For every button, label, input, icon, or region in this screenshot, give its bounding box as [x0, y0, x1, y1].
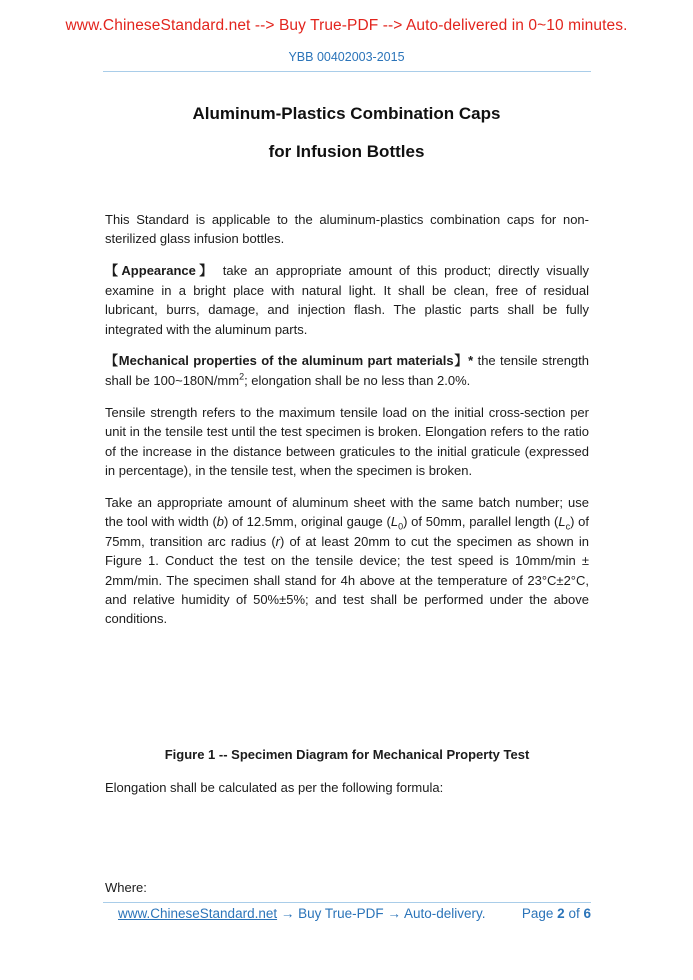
mechanical-properties-paragraph — [105, 351, 589, 390]
figure-1-image-area — [105, 612, 589, 740]
subscript-c: c — [565, 521, 571, 532]
specimen-text-4: ) of 75mm, transition arc radius ( — [105, 514, 589, 549]
specimen-text-5: ) of at least 20mm to cut the specimen as shown in Figure 1. Conduct the test on the tensile device; the test speed is 10mm/min ± 2mm/min. The specimen shall stand for 4h above at the temperature of 23°C±2°C, and relative humidity of 50%±5%; and test shall be performed under the above conditions. — [105, 533, 589, 627]
page-footer — [105, 906, 591, 921]
var-L: L — [390, 514, 399, 530]
document-title — [0, 103, 693, 163]
definitions-paragraph — [105, 403, 589, 481]
superscript-2: 2 — [239, 371, 245, 382]
figure-1-caption: Figure 1 -- Specimen Diagram for Mechanical Property Test — [164, 747, 530, 762]
mechanical-text-1: the tensile strength shall be 100~180N/mm — [105, 353, 589, 388]
mechanical-text-2: ; elongation shall be no less than 2.0%. — [244, 372, 471, 388]
specimen-text-2: ) of 12.5mm, original gauge ( — [224, 514, 391, 530]
document-body — [105, 210, 589, 641]
appearance-label: 【Appearance】 — [105, 263, 216, 279]
right-arrow-icon: → — [387, 906, 401, 921]
title-line-1: Aluminum-Plastics Combination Caps — [192, 104, 501, 123]
header-divider — [103, 71, 591, 72]
definitions-text: Tensile strength refers to the maximum tensile load on the initial cross-section per unit in the tensile test until the test specimen is broken. Elongation refers to the ratio of the increase in the distance between graticules to the initial graticule (expressed in percentage), in the tensile test, when the specimen is broken. — [105, 404, 589, 478]
footer-divider — [103, 902, 591, 903]
promo-banner-text: www.ChineseStandard.net --> Buy True-PDF --> Auto-delivered in 0~10 minutes. — [65, 17, 628, 34]
subscript-0: 0 — [398, 521, 404, 532]
scope-text: This Standard is applicable to the aluminum-plastics combination caps for non-sterilized glass infusion bottles. — [105, 212, 589, 247]
scope-paragraph — [105, 210, 589, 249]
appearance-paragraph — [105, 261, 589, 339]
footer-delivery-text: Auto-delivery. — [403, 906, 486, 921]
page-total: 6 — [583, 906, 591, 921]
of-label: of — [568, 906, 580, 921]
right-arrow-icon: → — [280, 906, 295, 921]
var-L2: L — [558, 514, 566, 530]
page-indicator — [522, 906, 591, 921]
standard-code: YBB 00402003-2015 — [288, 50, 405, 64]
specimen-text-1: Take an appropriate amount of aluminum sheet with the same batch number; use the tool with width ( — [105, 494, 589, 530]
mechanical-label: 【Mechanical properties of the aluminum part materials】* — [105, 353, 474, 369]
title-line-2: for Infusion Bottles — [268, 142, 425, 161]
var-b: b — [216, 514, 225, 530]
footer-promo — [105, 906, 485, 921]
footer-buy-text: Buy True-PDF — [298, 906, 384, 921]
elongation-formula-intro: Elongation shall be calculated as per the following formula: — [105, 780, 444, 795]
specimen-text-3: ) of 50mm, parallel length ( — [403, 514, 559, 530]
var-r: r — [275, 533, 281, 549]
footer-site-link[interactable]: www.ChineseStandard.net — [118, 906, 278, 921]
where-label: Where: — [105, 880, 147, 895]
specimen-paragraph — [105, 493, 589, 629]
page-label: Page — [521, 906, 554, 921]
appearance-text: take an appropriate amount of this product; directly visually examine in a bright place with natural light. It shall be clean, free of residual lubricant, burrs, damage, and injection flash. The plastic parts shall be fully integrated with the aluminum parts. — [105, 263, 589, 337]
page-number: 2 — [557, 906, 565, 921]
